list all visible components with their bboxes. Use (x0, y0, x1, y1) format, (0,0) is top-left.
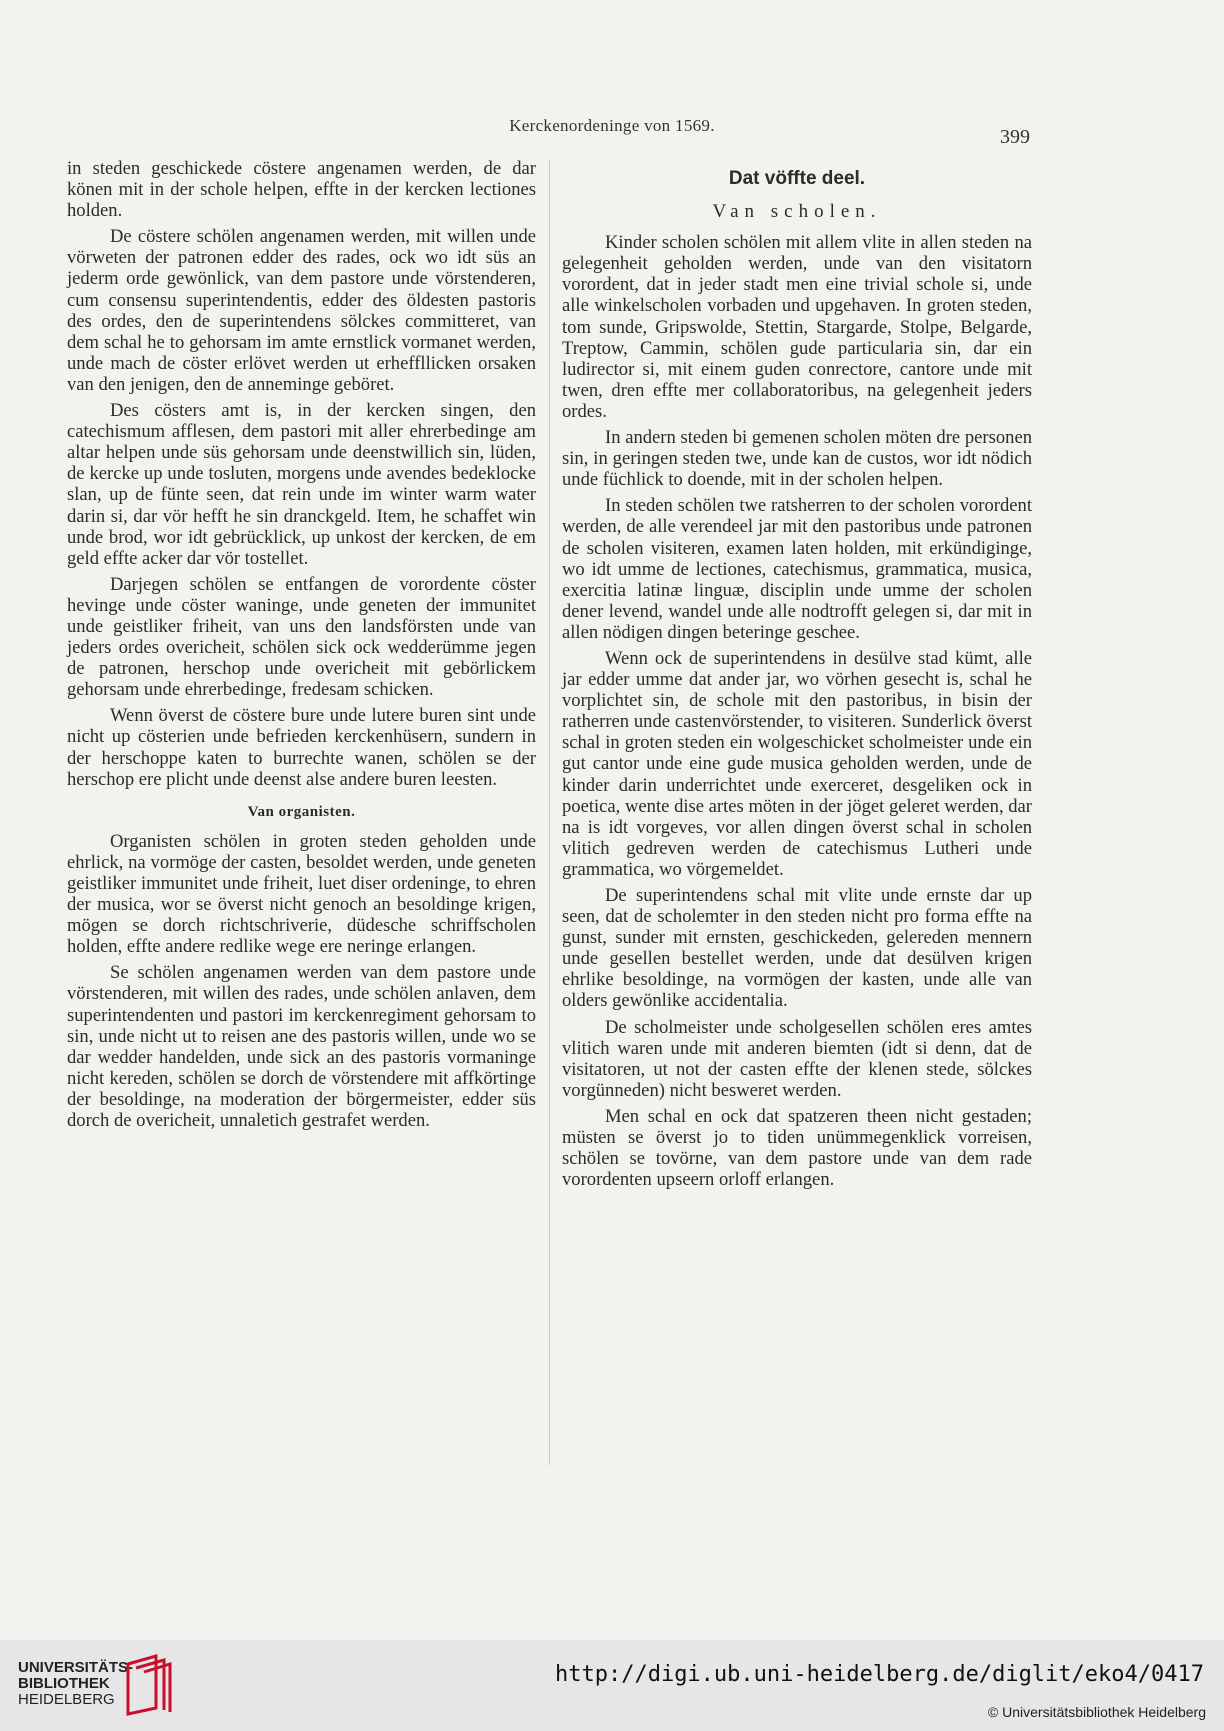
logo-line: UNIVERSITÄTS- (18, 1659, 134, 1676)
paragraph: De cöstere schölen angenamen werden, mit willen unde vörweten der patronen edder des rades, ock wo idt süs an jederm orde gewönlick, van dem pastore unde vörstenderen, cum consensu superintendentis, edder des öldesten pastoris des ordes, den de superintendens sölckes committeret, van dem schal he to gehorsam im amte ernstlick vormanet werden, unde mach de cöster erlövet werden ut erheffllicken orsaken van den jenigen, den de anneminge geböret. (67, 226, 536, 395)
column-divider (549, 160, 550, 1465)
paragraph: Kinder scholen schölen mit allem vlite in allen steden na gelegenheit geholden werden, unde van den visitatorn vorordent, dat in jeder stadt men eine trivial schole si, unde alle winkelscholen vorbaden und upgehaven. In groten steden, tom sunde, Gripswolde, Stettin, Stargarde, Stolpe, Belgarde, Treptow, Cammin, schölen gude particularia sin, dar ein ludirector si, mit einem guden conrectore, cantore unde mit twen, dren effte mer collaboratoribus, na gelegenheit jeders ordes. (562, 232, 1032, 422)
library-footer (0, 1640, 1224, 1731)
running-title: Kerckenordeninge von 1569. (509, 116, 715, 135)
paragraph: Wenn ock de superintendens in desülve stad kümt, alle jar edder umme dat ander jar, wo vörhen gesecht is, schal he vorplichtet sin, de schole mit den pastoribus, in bisin der ratherren unde castenvörstender, to visiteren. Sunderlick överst schal in groten steden ein wolgeschicket scholmeister unde ein gut cantor unde eine gude musica geholden werden, unde de kinder darin underrichtet unde exerceret, desgeliken ock in poetica, wente dise artes möten in der jöget geleret werden, dar na is idt vorgeves, vor allen dingen överst schal in scholen vlitich gedreven werden de catechismus Lutheri unde grammatica, wo vörgemeldet. (562, 647, 1032, 880)
paragraph: in steden geschickede cöstere angenamen werden, de dar könen mit in der schole helpen, effte in der kercken lectiones holden. (67, 158, 536, 222)
library-emblem-icon (122, 1654, 172, 1716)
section-subheading: Van organisten. (247, 803, 356, 820)
left-column (67, 158, 536, 1136)
logo-line: HEIDELBERG (18, 1691, 115, 1708)
right-column (562, 168, 1032, 1195)
copyright-notice: © Universitätsbibliothek Heidelberg (987, 1704, 1206, 1720)
page-number: 399 (1000, 126, 1030, 148)
paragraph: Organisten schölen in groten steden geholden unde ehrlick, na vormöge der casten, besoldet werden, unde geneten geistliker immunitet unde friheit, luet diser ordeninge, to ehren der musica, wor se överst nicht genoch an besoldinge krigen, mögen se dorch richtschriverie, düdesche schriffscholen holden, effte andere redlike wege ere neringe erlangen. (67, 830, 536, 958)
paragraph: Men schal en ock dat spatzeren theen nicht gestaden; müsten se överst jo to tiden unümmegenklick vorreisen, schölen se tovörne, van dem pastore unde van dem rade vorordenten upseern orloff erlangen. (562, 1105, 1032, 1191)
paragraph: Wenn överst de cöstere bure unde lutere buren sint unde nicht up cösterien unde befrieden kerckenhüsern, sundern in der herschoppe katen to burrechte wanen, schölen se der herschop ere plicht unde deenst alse andere buren leesten. (67, 705, 536, 790)
chapter-subheading: Van scholen. (712, 201, 882, 223)
paragraph: In steden schölen twe ratsherren to der scholen vorordent werden, de alle verendeel jar mit den pastoribus unde patronen de scholen visiteren, examen laten holden, mit erkündiginge, wo idt umme de lectiones, catechismus, grammatica, musica, exercitia latinæ linguæ, disciplin unde umme der scholen dener levend, wandel unde alle nodtrofft gelegen si, dar mit in allen nödigen dingen beteringe geschee. (562, 495, 1032, 643)
logo-text (18, 1660, 133, 1708)
permalink-url[interactable]: http://digi.ub.uni-heidelberg.de/diglit/eko4/0417 (554, 1662, 1204, 1687)
chapter-heading: Dat vöffte deel. (728, 168, 866, 189)
paragraph: De superintendens schal mit vlite unde ernste dar up seen, dat de scholemter in den steden nicht pro forma effte na gunst, sunder mit ernsten, geschickeden, gelereden mennern unde gesellen bestellet werden, unde dat desülven krigen ehrlike besoldinge, na vormögen der kasten, unde alle van olders gewönlike accidentalia. (562, 885, 1032, 1012)
paragraph: Darjegen schölen se entfangen de vorordente cöster hevinge unde cöster waninge, unde geneten der immunitet unde geistliker friheit, van uns den landsförsten unde van jeders ordes overicheit, schölen sick ock wedderümme jegen de patronen, herschop unde overicheit mit gebörlickem gehorsam unde ehrerbedinge, fredesam schicken. (67, 573, 536, 701)
paragraph: Des cösters amt is, in der kercken singen, den catechismum afflesen, dem pastori mit aller ehrerbedinge am altar helpen unde süs gehorsam unde deenstwillich sin, lüden, de kercke up unde tosluten, morgens unde avendes bedeklocke slan, up de fünte seen, dat rein unde im winter warm water darin si, dar vör hefft he sin dranckgeld. Item, he schaffet win unde brod, wor idt gebrücklick, up unkost der kercken, de em geld effte acker dar vör tostellet. (67, 400, 536, 569)
paragraph: Se schölen angenamen werden van dem pastore unde vörstenderen, mit willen des rades, unde schölen anlaven, dem superintendenten und pastori im kerckenregiment gehorsam to sin, unde nicht ut to reisen ane des pastoris willen, unde wo se dar wedder handelden, unde sick an des pastoris vormaninge nicht kereden, schölen se dorch de vörstendere mit affkörtinge der besoldinge, na moderation der börgermeister, edder süs dorch de overicheit, unnaletich gestrafet werden. (67, 962, 536, 1132)
logo-line: BIBLIOTHEK (18, 1675, 110, 1692)
paragraph: In andern steden bi gemenen scholen möten dre personen sin, in geringen steden twe, unde kan de custos, wor idt nödich unde füchlick to doende, mit in der scholen helpen. (562, 427, 1032, 491)
paragraph: De scholmeister unde scholgesellen schölen eres amtes vlitich waren unde mit anderen biemten (idt si denn, dat de visitatoren, ut not der casten effte der klenen stede, sölckes vorgünneden) nicht besweret werden. (562, 1016, 1032, 1101)
